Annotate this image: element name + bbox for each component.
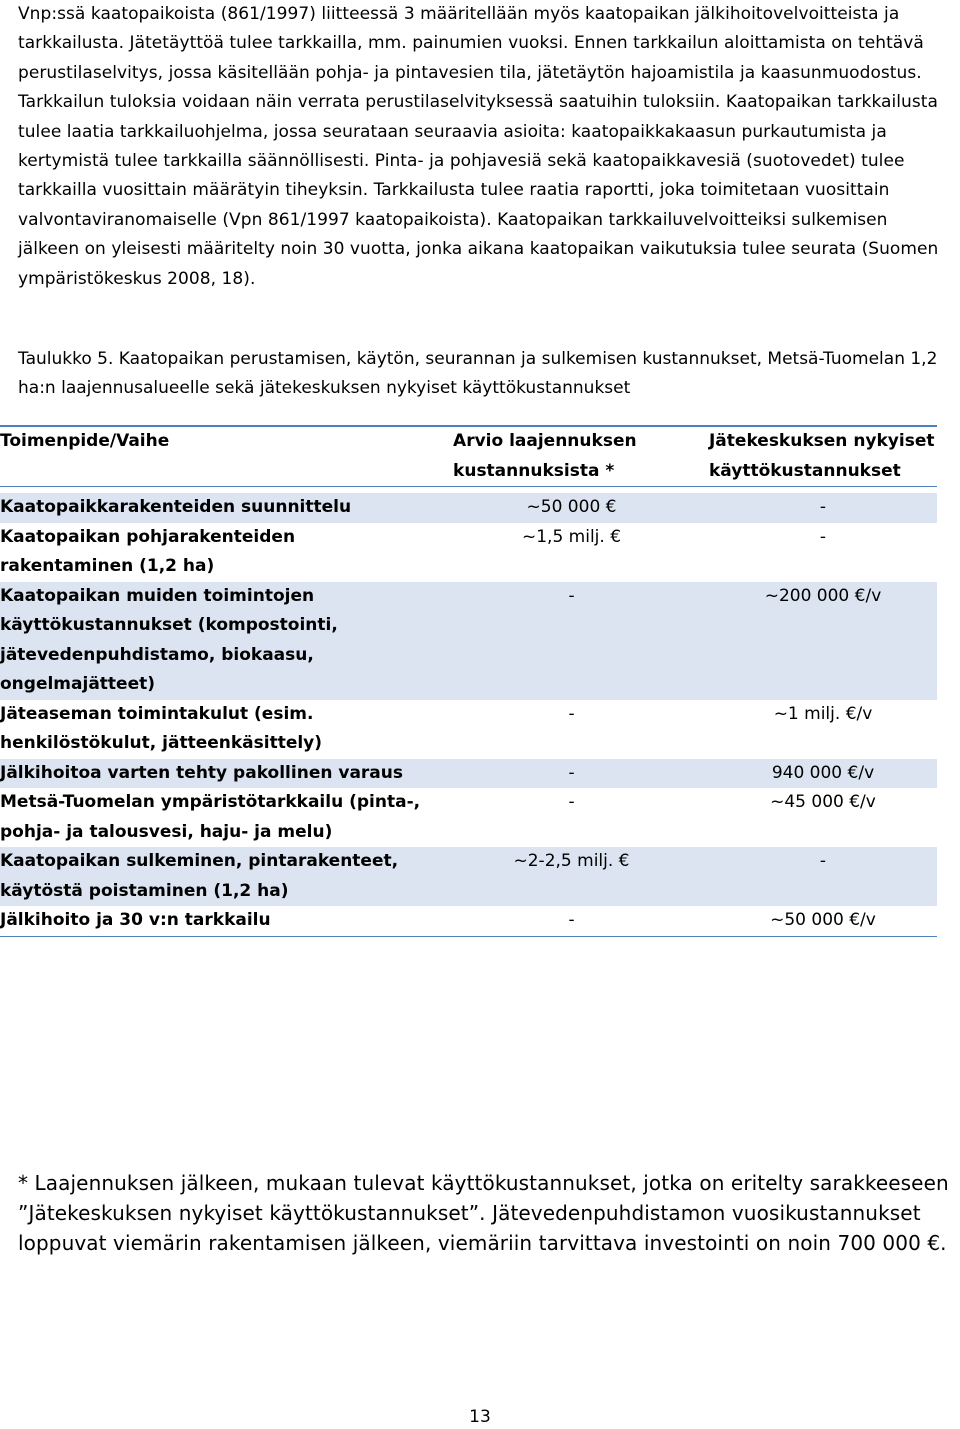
cost-table xyxy=(0,425,937,937)
table-row xyxy=(0,759,937,789)
cell-phase: Jälkihoito ja 30 v:n tarkkailu xyxy=(0,906,434,936)
cell-expansion: - xyxy=(434,582,709,700)
table-row xyxy=(0,582,937,700)
header-current-cost: Jätekeskuksen nykyiset käyttökustannukset xyxy=(709,426,937,487)
cell-phase: Jäteaseman toimintakulut (esim. henkilöstökulut, jätteenkäsittely) xyxy=(0,700,434,759)
table-row xyxy=(0,788,937,847)
cell-phase: Jälkihoitoa varten tehty pakollinen varaus xyxy=(0,759,434,789)
cell-expansion: - xyxy=(434,788,709,847)
document-page xyxy=(18,0,952,399)
table-row xyxy=(0,700,937,759)
header-phase: Toimenpide/Vaihe xyxy=(0,426,434,487)
cell-phase: Kaatopaikkarakenteiden suunnittelu xyxy=(0,493,434,523)
cell-current: ~45 000 €/v xyxy=(709,788,937,847)
cell-expansion: ~50 000 € xyxy=(434,493,709,523)
cell-current: ~50 000 €/v xyxy=(709,906,937,936)
table-row xyxy=(0,523,937,582)
page-number: 13 xyxy=(469,1407,491,1427)
table-header-row xyxy=(0,426,937,487)
header-expansion-cost: Arvio laajennuksen kustannuksista * xyxy=(434,426,709,487)
body-paragraph: Vnp:ssä kaatopaikoista (861/1997) liitteessä 3 määritellään myös kaatopaikan jälkihoitovelvoitteista ja tarkkailusta. Jätetäyttöä tulee tarkkailla, mm. painumien vuoksi. Ennen tarkkailun aloittamista on tehtävä perustilaselvitys, jossa käsitellään pohja- ja pintavesien tila, jätetäytön hajoamistila ja kaasunmuodostus. Tarkkailun tuloksia voidaan näin verrata perustilaselvityksessä saatuihin tuloksiin. Kaatopaikan tarkkailusta tulee laatia tarkkailuohjelma, jossa seurataan seuraavia asioita: kaatopaikkakaasun purkautumista ja kertymistä tulee tarkkailla säännöllisesti. Pinta- ja pohjavesiä sekä kaatopaikkavesiä (suotovedet) tulee tarkkailla vuosittain määrätyin tiheyksin. Tarkkailusta tulee raatia raportti, joka toimitetaan vuosittain valvontaviranomaiselle (Vpn 861/1997 kaatopaikoista). Kaatopaikan tarkkailuvelvoitteiksi sulkemisen jälkeen on yleisesti määritelty noin 30 vuotta, jonka aikana kaatopaikan vaikutuksia tulee seurata (Suomen ympäristökeskus 2008, 18). xyxy=(18,4,939,289)
table-footnote: * Laajennuksen jälkeen, mukaan tulevat käyttökustannukset, jotka on eritelty sarakkeeseen ”Jätekeskuksen nykyiset käyttökustannukset”. Jätevedenpuhdistamon vuosikustannukset loppuvat viemärin rakentamisen jälkeen, viemäriin tarvittava investointi on noin 700 000 €. xyxy=(18,1171,949,1255)
table-row xyxy=(0,493,937,523)
cell-expansion: ~1,5 milj. € xyxy=(434,523,709,582)
cell-phase: Kaatopaikan pohjarakenteiden rakentaminen (1,2 ha) xyxy=(0,523,434,582)
cell-phase: Kaatopaikan sulkeminen, pintarakenteet, käytöstä poistaminen (1,2 ha) xyxy=(0,847,434,906)
cell-current: ~1 milj. €/v xyxy=(709,700,937,759)
cell-current: - xyxy=(709,847,937,906)
cell-expansion: ~2-2,5 milj. € xyxy=(434,847,709,906)
table-row xyxy=(0,906,937,936)
table-row xyxy=(0,847,937,906)
cell-current: - xyxy=(709,523,937,582)
cell-phase: Kaatopaikan muiden toimintojen käyttökustannukset (kompostointi, jätevedenpuhdistamo, biokaasu, ongelmajätteet) xyxy=(0,582,434,700)
cell-expansion: - xyxy=(434,906,709,936)
cell-current: 940 000 €/v xyxy=(709,759,937,789)
cell-current: ~200 000 €/v xyxy=(709,582,937,700)
table-caption: Taulukko 5. Kaatopaikan perustamisen, käytön, seurannan ja sulkemisen kustannukset, Metsä-Tuomelan 1,2 ha:n laajennusalueelle sekä jätekeskuksen nykyiset käyttökustannukset xyxy=(18,349,938,399)
cell-expansion: - xyxy=(434,759,709,789)
cell-expansion: - xyxy=(434,700,709,759)
cell-phase: Metsä-Tuomelan ympäristötarkkailu (pinta-, pohja- ja talousvesi, haju- ja melu) xyxy=(0,788,434,847)
cell-current: - xyxy=(709,493,937,523)
